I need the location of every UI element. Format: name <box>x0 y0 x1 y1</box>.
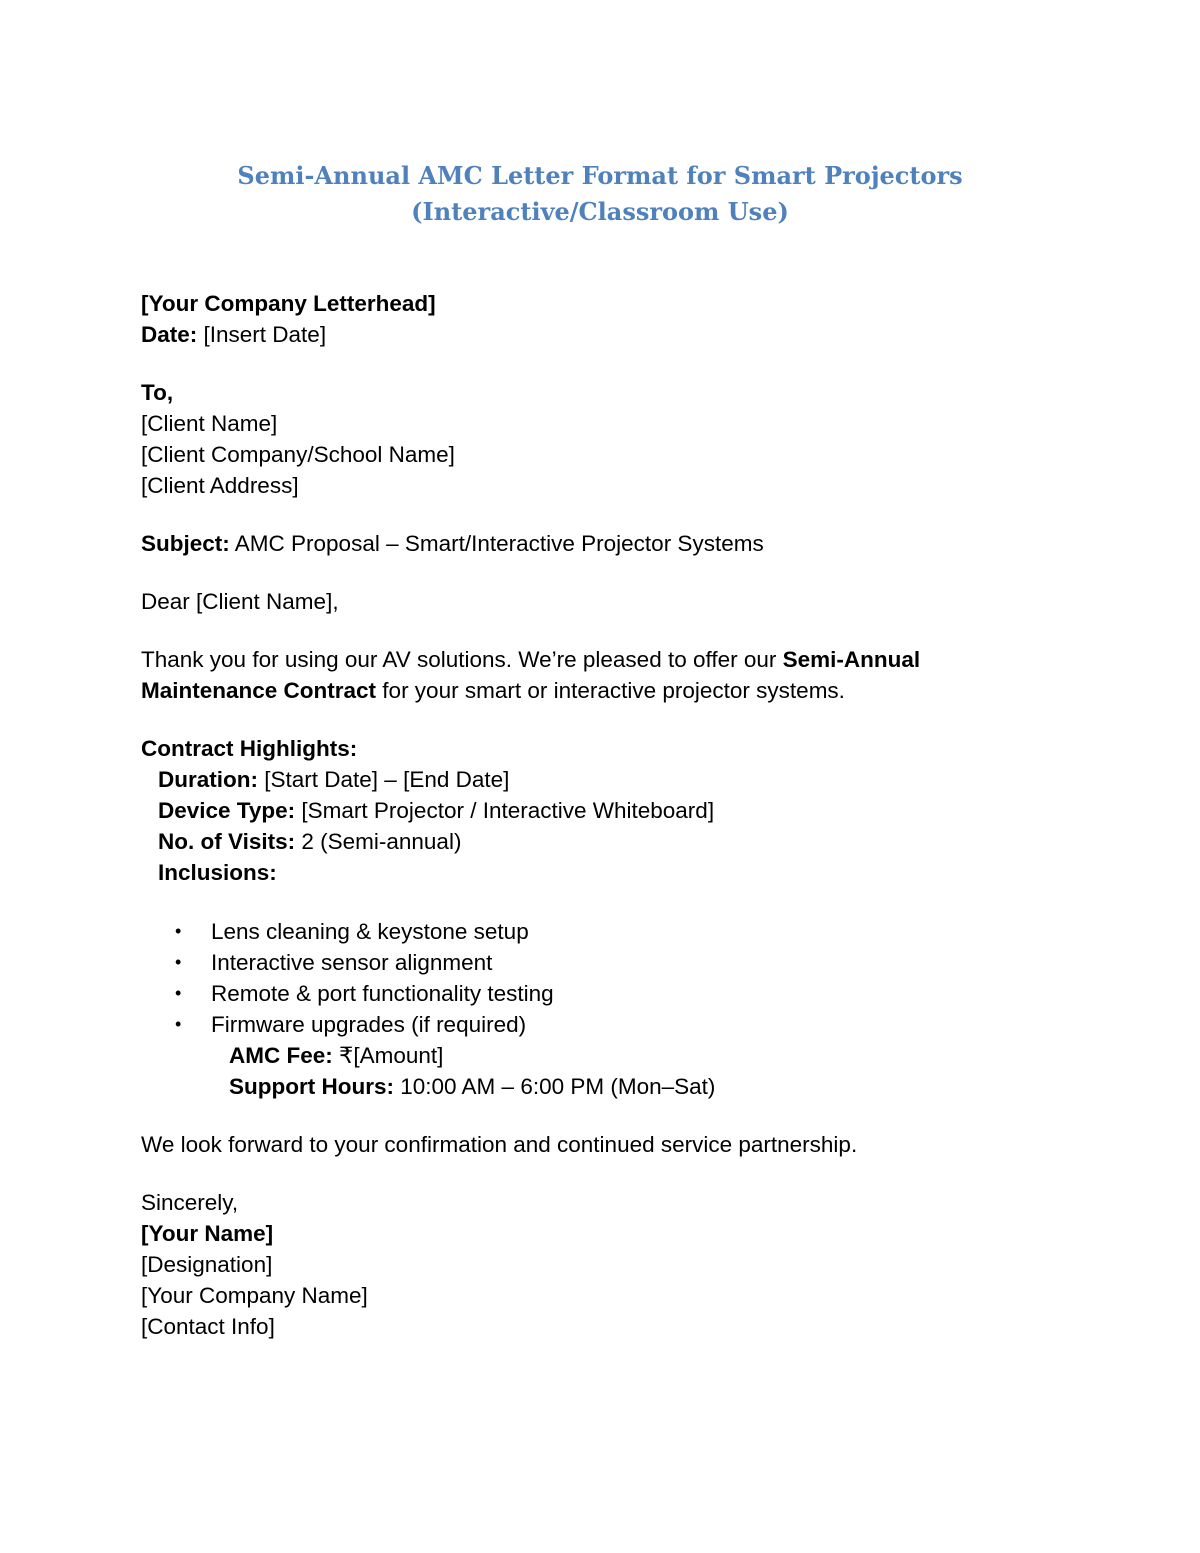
signer-contact: [Contact Info] <box>141 1314 275 1339</box>
bullet-icon: • <box>175 921 182 941</box>
subject-value: AMC Proposal – Smart/Interactive Projector Systems <box>229 531 764 556</box>
document-title: Semi-Annual AMC Letter Format for Smart Projectors (Interactive/Classroom Use) <box>237 161 963 226</box>
list-item <box>141 916 1041 947</box>
list-item <box>141 978 1041 1009</box>
recipient-name: [Client Name] <box>141 411 278 436</box>
intro-bold-1: Semi-Annual <box>782 647 921 672</box>
subject-label: Subject: <box>141 531 230 556</box>
fee-line <box>141 1040 1041 1071</box>
device-type-label: Device Type: <box>158 798 296 823</box>
list-item <box>141 947 1041 978</box>
inclusions-label: Inclusions: <box>158 860 277 885</box>
device-type-line <box>141 795 1041 826</box>
fee-label: AMC Fee: <box>229 1043 333 1068</box>
intro-line-1 <box>141 644 1041 675</box>
bullet-icon: • <box>175 1014 182 1034</box>
duration-value: [Start Date] – [End Date] <box>258 767 510 792</box>
intro-bold-2: Maintenance Contract <box>141 678 377 703</box>
subject-line <box>141 528 1041 559</box>
letterhead-placeholder: [Your Company Letterhead] <box>141 291 436 316</box>
recipient-to: To, <box>141 380 174 405</box>
signer-designation: [Designation] <box>141 1252 273 1277</box>
sign-off: Sincerely, <box>141 1190 239 1215</box>
inclusions-list <box>141 916 1041 1040</box>
visits-line <box>141 826 1041 857</box>
date-value: [Insert Date] <box>197 322 327 347</box>
signer-name: [Your Name] <box>141 1221 274 1246</box>
list-item-text: Remote & port functionality testing <box>211 981 554 1006</box>
date-line <box>141 319 1041 350</box>
intro-text-2: for your smart or interactive projector systems. <box>376 678 845 703</box>
duration-label: Duration: <box>158 767 258 792</box>
letter-body <box>141 288 1041 1342</box>
highlights-heading: Contract Highlights: <box>141 736 358 761</box>
recipient-address: [Client Address] <box>141 473 299 498</box>
bullet-icon: • <box>175 952 182 972</box>
list-item-text: Lens cleaning & keystone setup <box>211 919 529 944</box>
intro-text-1: Thank you for using our AV solutions. We’re pleased to offer our <box>141 647 783 672</box>
bullet-icon: • <box>175 983 182 1003</box>
visits-value: 2 (Semi-annual) <box>295 829 462 854</box>
support-hours-value: 10:00 AM – 6:00 PM (Mon–Sat) <box>393 1074 716 1099</box>
visits-label: No. of Visits: <box>158 829 296 854</box>
duration-line <box>141 764 1041 795</box>
support-hours-line <box>141 1071 1041 1102</box>
salutation: Dear [Client Name], <box>141 589 339 614</box>
signer-company: [Your Company Name] <box>141 1283 368 1308</box>
list-item-text: Interactive sensor alignment <box>211 950 493 975</box>
date-label: Date: <box>141 322 198 347</box>
list-item <box>141 1009 1041 1040</box>
support-hours-label: Support Hours: <box>229 1074 394 1099</box>
list-item-text: Firmware upgrades (if required) <box>211 1012 527 1037</box>
intro-line-2 <box>141 675 1041 706</box>
closing-line: We look forward to your confirmation and continued service partnership. <box>141 1132 858 1157</box>
device-type-value: [Smart Projector / Interactive Whiteboard] <box>295 798 715 823</box>
recipient-company: [Client Company/School Name] <box>141 442 455 467</box>
fee-value: ₹[Amount] <box>332 1043 444 1068</box>
